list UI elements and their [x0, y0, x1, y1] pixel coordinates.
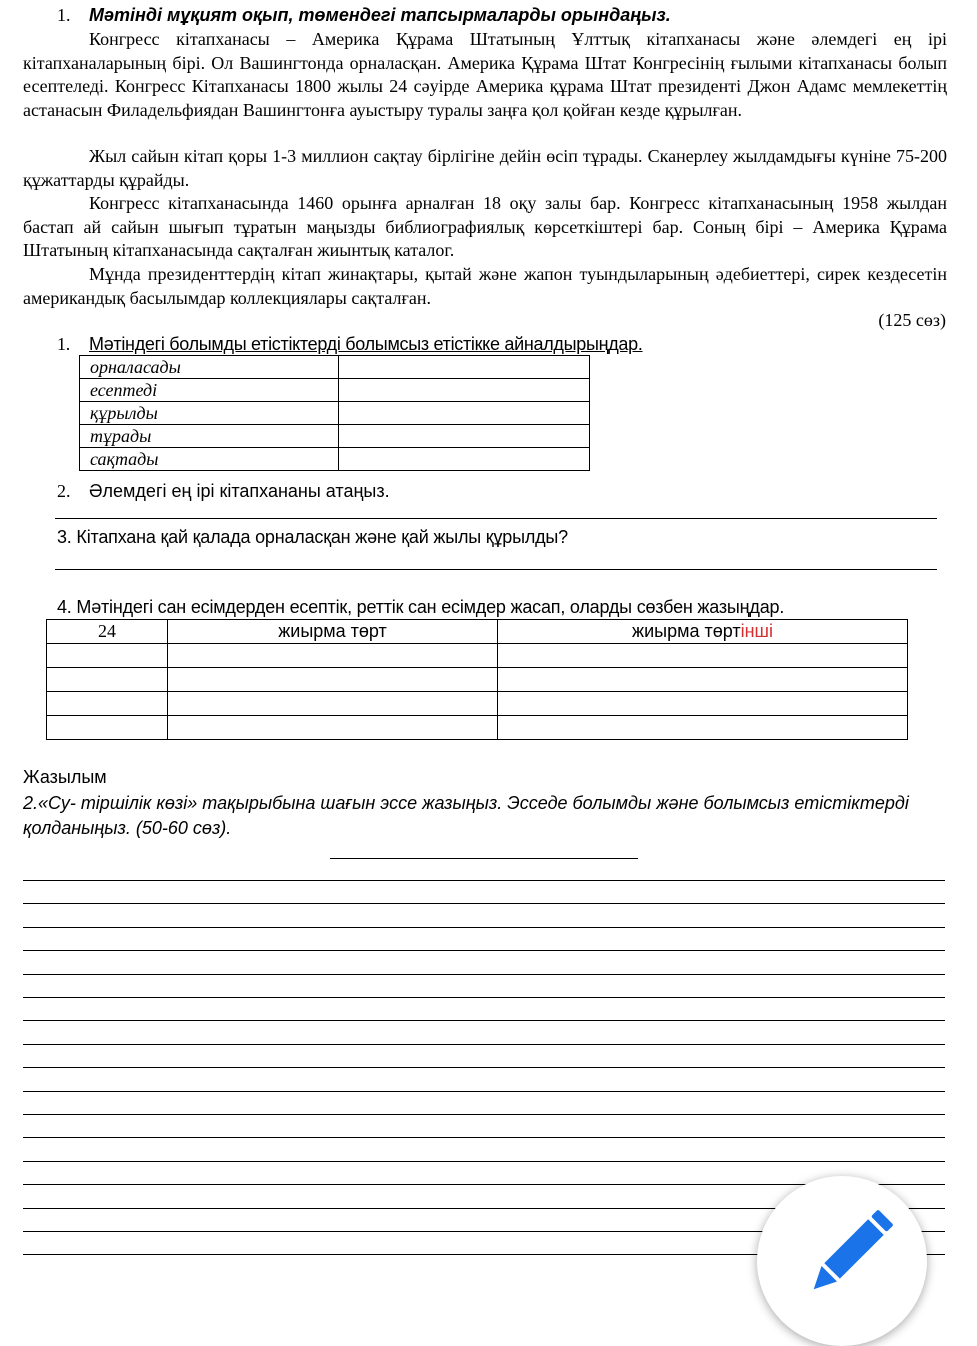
- table-cell[interactable]: [498, 668, 908, 692]
- table-row: [47, 668, 908, 692]
- essay-line[interactable]: [23, 903, 945, 904]
- verb-cell: орналасады: [80, 356, 339, 379]
- table-row: [47, 716, 908, 740]
- essay-title-line[interactable]: [330, 858, 638, 859]
- table-row: [47, 644, 908, 668]
- verb-table: [79, 355, 590, 471]
- table-cell[interactable]: [168, 716, 498, 740]
- answer-line[interactable]: [55, 518, 937, 519]
- table-cell[interactable]: [498, 716, 908, 740]
- question4-text: 4. Мәтіндегі сан есімдерден есептік, реттік сан есімдер жасап, оларды сөзбен жазыңдар.: [57, 597, 785, 617]
- table-cell[interactable]: [498, 644, 908, 668]
- table-row: [80, 379, 590, 402]
- answer-cell[interactable]: [339, 356, 590, 379]
- question2-text: Әлемдегі ең ірі кітапхананы атаңыз.: [89, 481, 390, 501]
- example-number: 24: [47, 620, 168, 644]
- text-paragraph-2: Жыл сайын кітап қоры 1-3 миллион сақтау бірлігіне дейін өсіп тұрады. Сканерлеу жылдамдығы күніне 75-200 құжаттарды құрайды.: [23, 146, 947, 190]
- essay-line[interactable]: [23, 1091, 945, 1092]
- answer-cell[interactable]: [339, 425, 590, 448]
- essay-line[interactable]: [23, 1020, 945, 1021]
- question1-text: Мәтіндегі болымды етістіктерді болымсыз етістікке айналдырыңдар.: [89, 334, 643, 354]
- question3-text: 3. Кітапхана қай қалада орналасқан және қай жылы құрылды?: [57, 527, 568, 547]
- question2: 2. Әлемдегі ең ірі кітапхананы атаңыз.: [57, 481, 390, 501]
- verb-cell: құрылды: [80, 402, 339, 425]
- task1-number: 1.: [57, 5, 71, 25]
- section-title: Жазылым: [23, 767, 107, 787]
- essay-line[interactable]: [23, 974, 945, 975]
- answer-cell[interactable]: [339, 402, 590, 425]
- essay-line[interactable]: [23, 880, 945, 881]
- example-cardinal: жиырма төрт: [168, 620, 498, 644]
- task1-heading: [57, 5, 671, 26]
- verb-cell: сақтады: [80, 448, 339, 471]
- text-paragraph-3: Конгресс кітапханасында 1460 орынға арналған 18 оқу залы бар. Конгресс кітапханасының 1958 жылдан бастап ай сайын шығып тұратын маңызды библиографиялық көрсеткіштері бар. Соның бірі – Америка Құрама Штатының кітапханасында сақталған жиынтық каталог.: [23, 193, 947, 260]
- table-cell[interactable]: [168, 644, 498, 668]
- table-cell[interactable]: [47, 716, 168, 740]
- table-cell[interactable]: [47, 692, 168, 716]
- essay-line[interactable]: [23, 927, 945, 928]
- table-row: [80, 425, 590, 448]
- text-paragraph-4: Мұнда президенттердің кітап жинақтары, қытай және жапон туындыларының әдебиеттері, сирек кездесетін американдық басылымдар коллекциялары сақталған.: [23, 264, 947, 308]
- verb-cell: тұрады: [80, 425, 339, 448]
- table-cell[interactable]: [498, 692, 908, 716]
- table-cell[interactable]: [168, 668, 498, 692]
- ordinal-suffix: інші: [740, 621, 773, 641]
- answer-cell[interactable]: [339, 448, 590, 471]
- verb-cell: есептеді: [80, 379, 339, 402]
- task1-heading-text: Мәтінді мұқият оқып, төмендегі тапсырмаларды орындаңыз.: [89, 5, 671, 25]
- essay-line[interactable]: [23, 1161, 945, 1162]
- table-cell[interactable]: [168, 692, 498, 716]
- table-cell[interactable]: [47, 668, 168, 692]
- example-ordinal: жиырма төртінші: [498, 620, 908, 644]
- text-paragraph-1: Конгресс кітапханасы – Америка Құрама Штатының Ұлттық кітапханасы және әлемдегі ең ірі кітапханаларының бірі. Ол Вашингтонда орналасқан. Америка Құрама Штат Конгресінің ғылыми кітапханасы болып есептеледі. Конгресс Кітапханасы 1800 жылы 24 сәуірде Америка құрама Штат президенті Джон Адамс мемлекеттің астанасын Филадельфиядан Вашингтонға ауыстыру туралы заңға қол қойған кезде құрылған.: [23, 29, 947, 120]
- table-row: [47, 692, 908, 716]
- table-row: [80, 448, 590, 471]
- table-row: [47, 620, 908, 644]
- table-row: [80, 356, 590, 379]
- essay-line[interactable]: [23, 1137, 945, 1138]
- question1: 1. Мәтіндегі болымды етістіктерді болымсыз етістікке айналдырыңдар.: [57, 334, 643, 354]
- answer-cell[interactable]: [339, 379, 590, 402]
- essay-line[interactable]: [23, 950, 945, 951]
- edit-fab-button[interactable]: [757, 1176, 927, 1346]
- essay-line[interactable]: [23, 1114, 945, 1115]
- essay-line[interactable]: [23, 1044, 945, 1045]
- numerals-table: [46, 619, 908, 740]
- essay-prompt: 2.«Су- тіршілік көзі» тақырыбына шағын эссе жазыңыз. Эсседе болымды және болымсыз етістіктерді қолданыңыз. (50-60 сөз).: [23, 793, 909, 838]
- word-count: (125 сөз): [878, 310, 946, 330]
- table-row: [80, 402, 590, 425]
- essay-line[interactable]: [23, 1067, 945, 1068]
- answer-line[interactable]: [55, 569, 937, 570]
- pencil-edit-icon: [757, 1176, 927, 1346]
- table-cell[interactable]: [47, 644, 168, 668]
- essay-line[interactable]: [23, 997, 945, 998]
